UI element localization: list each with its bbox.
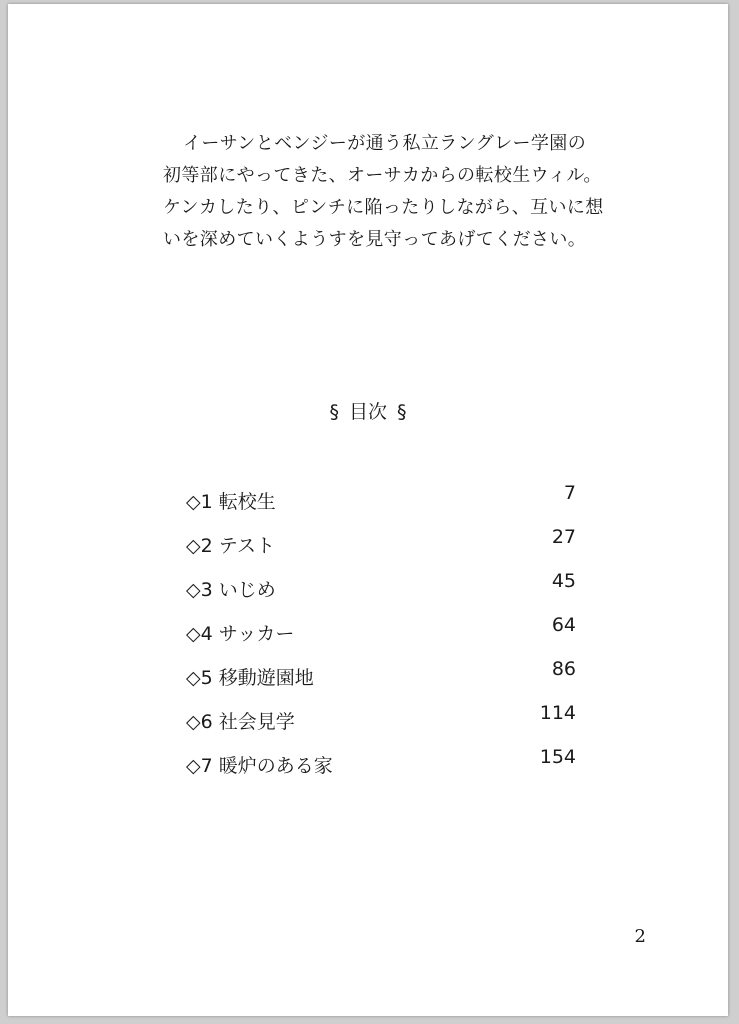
toc-entry-title: 転校生 <box>218 491 276 513</box>
toc-entry <box>186 658 586 702</box>
toc-entry-page: 64 <box>551 614 576 636</box>
toc-entry-label <box>186 619 294 646</box>
toc-entry <box>186 614 586 658</box>
toc-entry-marker: ◇3 <box>186 579 213 601</box>
toc-entry-title: 社会見学 <box>218 711 295 733</box>
toc-entry-title: サッカー <box>218 623 295 645</box>
page-number: 2 <box>634 926 646 947</box>
toc-entry <box>186 746 586 790</box>
toc-entry-page: 27 <box>551 526 576 548</box>
toc-entry-marker: ◇5 <box>186 667 213 689</box>
toc-entry-marker: ◇6 <box>186 711 213 733</box>
toc-entry-title: 暖炉のある家 <box>218 755 333 777</box>
intro-line: いを深めていくようすを見守ってあげてください。 <box>163 229 587 250</box>
toc-entry-page: 154 <box>539 746 576 768</box>
toc-entry-label <box>186 707 295 734</box>
toc-entry-title: いじめ <box>218 579 276 601</box>
toc-heading: § 目次 § <box>329 401 407 423</box>
toc-entry-label <box>186 751 333 778</box>
toc-entry-label <box>186 575 276 602</box>
intro-line: 初等部にやってきた、オーサカからの転校生ウィル。 <box>163 165 602 186</box>
intro-line: ケンカしたり、ピンチに陥ったりしながら、互いに想 <box>163 197 604 218</box>
toc-entry-label <box>186 663 314 690</box>
toc-entry-marker: ◇4 <box>186 623 213 645</box>
table-of-contents <box>186 482 586 790</box>
toc-entry <box>186 570 586 614</box>
toc-entry-label <box>186 531 275 558</box>
toc-entry <box>186 526 586 570</box>
document-page <box>8 4 728 1016</box>
toc-entry-title: テスト <box>218 535 275 557</box>
intro-paragraph <box>163 128 633 256</box>
toc-entry-title: 移動遊園地 <box>218 667 314 689</box>
toc-entry <box>186 482 586 526</box>
toc-entry-label <box>186 487 276 514</box>
toc-entry-page: 7 <box>563 482 576 504</box>
toc-entry-marker: ◇1 <box>186 491 213 513</box>
toc-entry-page: 45 <box>551 570 576 592</box>
toc-entry-page: 114 <box>539 702 576 724</box>
intro-line: イーサンとベンジーが通う私立ラングレー学園の <box>183 133 587 154</box>
toc-entry <box>186 702 586 746</box>
toc-entry-marker: ◇7 <box>186 755 213 777</box>
toc-entry-marker: ◇2 <box>186 535 213 557</box>
toc-entry-page: 86 <box>551 658 576 680</box>
